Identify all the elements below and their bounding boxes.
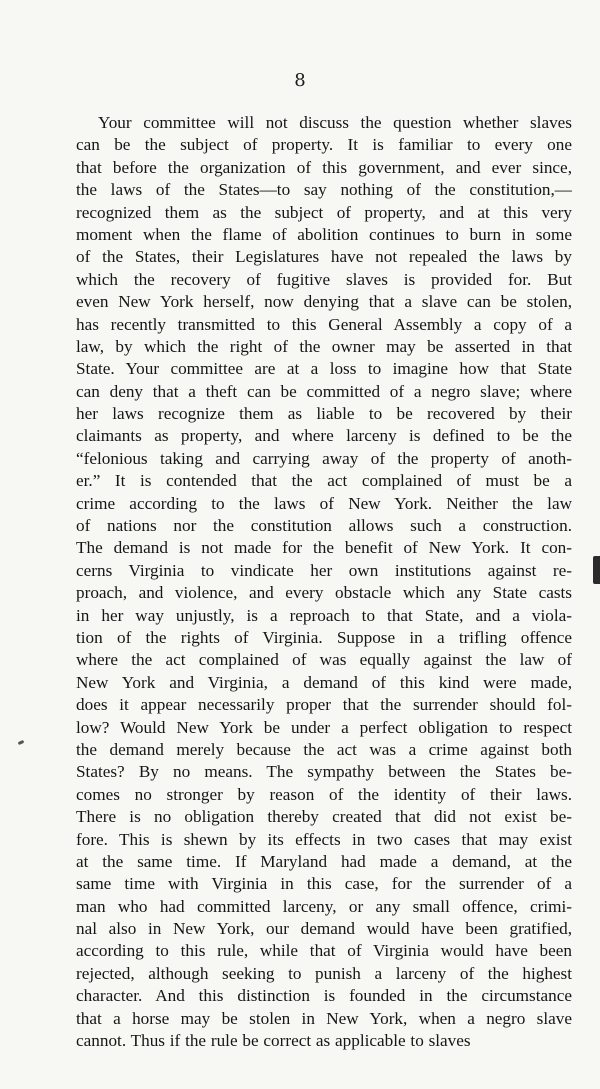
text-line: rejected, although seeking to punish a larceny of the highest [76, 963, 572, 983]
text-line: recognized them as the subject of property, and at this very [76, 202, 572, 222]
text-line: can deny that a theft can be committed of a negro slave; where [76, 381, 572, 401]
text-line: of the States, their Legislatures have not repealed the laws by [76, 247, 572, 267]
text-line: moment when the flame of abolition continues to burn in some [76, 224, 572, 244]
text-line: fore. This is shewn by its effects in two cases that may exist [76, 829, 572, 849]
text-line: Your committee will not discuss the question whether slaves [98, 113, 572, 132]
text-line: low? Would New York be under a perfect obligation to respect [76, 717, 572, 737]
text-line: character. And this distinction is founded in the circumstance [76, 986, 572, 1006]
text-line: tion of the rights of Virginia. Suppose in a trifling offence [76, 627, 572, 647]
text-line: according to this rule, while that of Virginia would have been [76, 941, 572, 961]
text-line: State. Your committee are at a loss to imagine how that State [76, 359, 572, 379]
text-line: comes no stronger by reason of the identity of their laws. [76, 784, 572, 804]
text-line: can be the subject of property. It is familiar to every one [76, 135, 572, 155]
text-line: same time with Virginia in this case, for the surrender of a [76, 874, 572, 894]
text-line: where the act complained of was equally against the law of [76, 650, 572, 670]
text-line: States? By no means. The sympathy between the States be- [76, 762, 572, 782]
text-line: New York and Virginia, a demand of this kind were made, [76, 672, 572, 692]
text-line: man who had committed larceny, or any small offence, crimi- [76, 896, 572, 916]
text-line: does it appear necessarily proper that the surrender should fol- [76, 695, 572, 715]
text-line: proach, and violence, and every obstacle which any State casts [76, 583, 572, 603]
text-line: er.” It is contended that the act complained of must be a [76, 471, 572, 491]
scan-speck [18, 740, 25, 745]
text-line: has recently transmitted to this General Assembly a copy of a [76, 314, 572, 334]
text-line: The demand is not made for the benefit of New York. It con- [76, 538, 572, 558]
text-line: the demand merely because the act was a crime against both [76, 739, 572, 759]
text-line: that before the organization of this government, and ever since, [76, 157, 572, 177]
text-line: cannot. Thus if the rule be correct as applicable to slaves [76, 1031, 471, 1051]
text-line: that a horse may be stolen in New York, when a negro slave [76, 1008, 572, 1028]
text-line: in her way unjustly, is a reproach to that State, and a viola- [76, 605, 572, 625]
text-line: “felonious taking and carrying away of the property of anoth- [76, 448, 572, 468]
text-line: her laws recognize them as liable to be recovered by their [76, 404, 572, 424]
text-line: the laws of the States—to say nothing of the constitution,— [76, 180, 572, 200]
text-line: which the recovery of fugitive slaves is provided for. But [76, 269, 572, 289]
text-line: at the same time. If Maryland had made a demand, at the [76, 851, 572, 871]
text-line: nal also in New York, our demand would have been gratified, [76, 919, 572, 939]
text-line: even New York herself, now denying that a slave can be stolen, [76, 292, 572, 312]
text-line: cerns Virginia to vindicate her own institutions against re- [76, 560, 572, 580]
text-line: crime according to the laws of New York. Neither the law [76, 493, 572, 513]
text-line: law, by which the right of the owner may be asserted in that [76, 336, 572, 356]
page-number: 8 [294, 70, 306, 91]
text-line: claimants as property, and where larceny is defined to be the [76, 426, 572, 446]
text-line: There is no obligation thereby created that did not exist be- [76, 807, 572, 827]
text-line: of nations nor the constitution allows such a construction. [76, 516, 572, 536]
scan-edge-mark [593, 556, 600, 584]
body-text [76, 112, 572, 1052]
